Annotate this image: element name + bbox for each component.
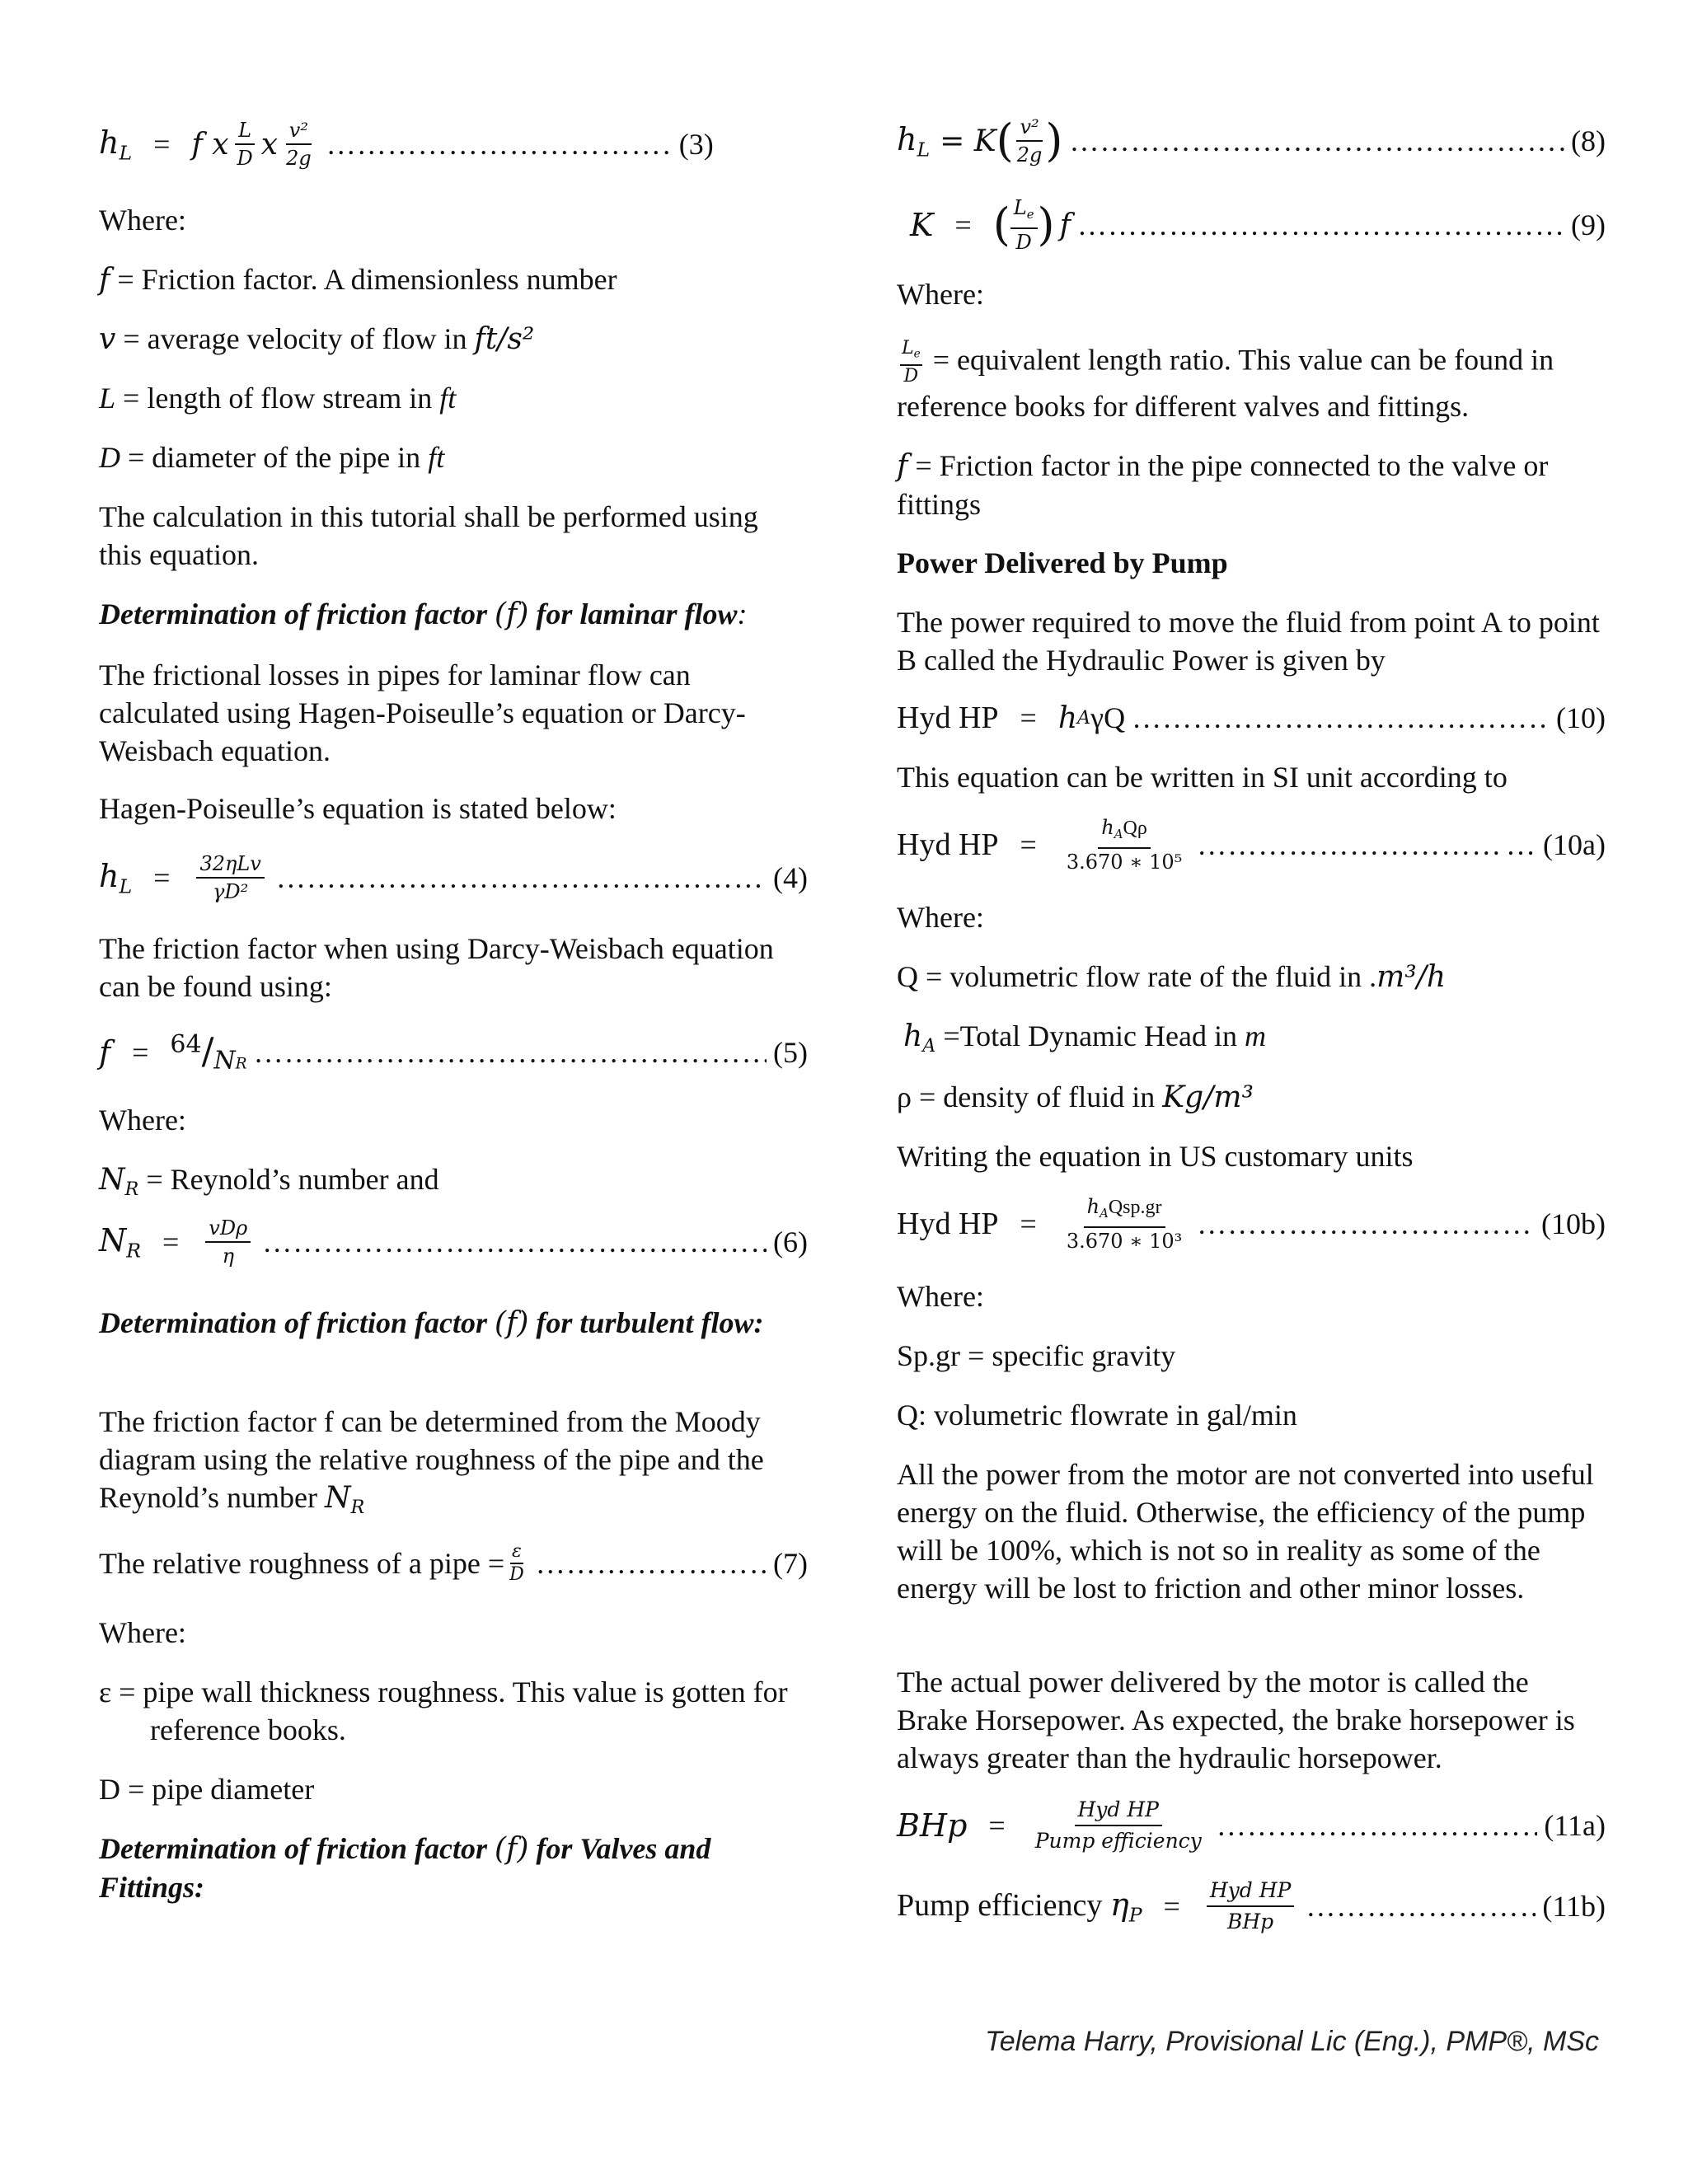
definition-d: D = diameter of the pipe in ft [99, 441, 445, 474]
power-paragraph: The power required to move the fluid from point A to point B called the Hydraulic Power is given by [897, 606, 1600, 677]
heading-power: Power Delivered by Pump [897, 546, 1228, 579]
equation-3: $h_L$ = f x $\frac{L}{D}$ x $\frac{\text{v²}}{2g}$ ……………………………………………………………………………………………………… (3) [99, 107, 808, 181]
calculation-paragraph: The calculation in this tutorial shall be performed using this equation. [99, 500, 758, 571]
equation-number: (8) [1571, 124, 1606, 157]
equation-number: (6) [773, 1226, 808, 1258]
fraction-epsilon-over-d: $\frac{\varepsilon}{D}$ [509, 1541, 524, 1585]
definition-le-over-d: $\frac{L_e}{D}$ = equivalent length ratio. This value can be found in reference books for different valves and fittings. [897, 338, 1554, 424]
heading-laminar: Determination of friction factor (f) for laminar flow: [99, 598, 748, 631]
fraction-v2-over-2g: $\frac{\text{v²}}{2g}$ [1016, 115, 1043, 166]
equation-10b: Hyd HP = $\frac{h_AQsp.gr}{\text{3.670 ∗ 10³}}$ ……………………………………………………………………………………………………… (10b) [897, 1187, 1606, 1261]
heading-valves: Determination of friction factor (f) for Valves and Fittings: [99, 1832, 711, 1904]
darcy-paragraph: The friction factor when using Darcy-Weisbach equation can be found using: [99, 932, 774, 1003]
fraction-le-over-d: $\frac{L_e}{D}$ [1010, 194, 1038, 255]
equation-number: (10b) [1541, 1207, 1606, 1240]
brake-paragraph: The actual power delivered by the motor is called the Brake Horsepower. As expected, the brake horsepower is always greater than the hydraulic horsepower. [897, 1666, 1575, 1774]
author-footer: Telema Harry, Provisional Lic (Eng.), PMP®, MSc [985, 2026, 1599, 2057]
equation-number: (5) [773, 1036, 808, 1069]
fraction-hagen: $\frac{\text{32ηLv}}{\text{γD²}}$ [196, 851, 264, 905]
equation-7: The relative roughness of a pipe = $\frac{\varepsilon}{D}$ ……………………………………………………………………………………………………… (7) [99, 1526, 808, 1601]
equation-number: (7) [773, 1547, 808, 1580]
equation-number: … (10a) [1506, 828, 1606, 861]
si-paragraph: This equation can be written in SI unit according to [897, 761, 1507, 794]
equation-4: $h_L$ = $\frac{\text{32ηLv}}{\text{γD²}}$ ……………………………………………………………………………………………………… (4) [99, 841, 808, 915]
equation-number: (11a) [1544, 1809, 1606, 1842]
equation-number: (10) [1556, 701, 1606, 734]
fraction-us-power: $\frac{h_AQsp.gr}{\text{3.670 ∗ 10³}}$ [1066, 1195, 1183, 1253]
equation-10: Hyd HP = h A γQ ……………………………………………………………………………………………………… (10) [897, 681, 1606, 755]
definition-pipe-diameter: D = pipe diameter [99, 1773, 315, 1806]
fraction-l-over-d: $\frac{L}{D}$ [234, 117, 256, 171]
definition-l: L = length of flow stream in ft [99, 382, 457, 415]
definition-f-valve: f = Friction factor in the pipe connected to the valve or fittings [897, 449, 1549, 521]
equation-8: $h_L$ = K ( $\frac{\text{v²}}{2g}$ ) ……………………………………………………………………………………………………… (8) [897, 104, 1606, 178]
definition-q-gal: Q: volumetric flowrate in gal/min [897, 1399, 1297, 1432]
equation-11a: BHp = $\frac{\text{Hyd HP}}{\text{Pump efficiency}}$ ……………………………………………………………………………………………………… (11a) [897, 1788, 1606, 1863]
fraction-si-power: $\frac{h_AQ\rho}{\text{3.670 ∗ 10⁵}}$ [1066, 816, 1183, 874]
turbulent-paragraph: The friction factor f can be determined from the Moody diagram using the relative roughness of the pipe and the Reynold’s number $N_R$ [99, 1405, 764, 1519]
definition-nr: $N_R$ = Reynold’s number and [99, 1163, 439, 1201]
hagen-intro: Hagen-Poiseulle’s equation is stated below: [99, 792, 617, 825]
equation-5: f = $64/N_R$ ……………………………………………………………………………………………………… (5) [99, 1015, 808, 1090]
definition-f: f = Friction factor. A dimensionless number [99, 263, 617, 297]
laminar-paragraph: The frictional losses in pipes for laminar flow can calculated using Hagen-Poiseulle’s equation or Darcy-Weisbach equation. [99, 658, 746, 767]
equation-6: $N_R$ = $\frac{\text{vDρ}}{\eta}$ ……………………………………………………………………………………………………… (6) [99, 1205, 808, 1279]
equation-number: (9) [1571, 209, 1606, 241]
definition-v: v = average velocity of flow in ft/s² [99, 322, 535, 356]
equation-9: K = ( $\frac{L_e}{D}$ ) f ……………………………………………………………………………………………………… (9) [897, 188, 1606, 262]
equation-number: (3) [678, 128, 714, 161]
equation-number: (4) [773, 861, 808, 894]
efficiency-paragraph: All the power from the motor are not converted into useful energy on the fluid. Otherwise, the efficiency of the pump will be 100%, which is not so in reality as some of the energy will be lost to friction and other minor losses. [897, 1458, 1594, 1605]
equation-11b: Pump efficiency $\eta_P$ = $\frac{\text{Hyd HP}}{\text{BHp}}$ ……………………………………………………………………………………………………… (11b) [897, 1869, 1606, 1943]
where-label: Where: [897, 1280, 984, 1313]
equation-number: (11b) [1542, 1890, 1606, 1923]
where-label: Where: [897, 901, 984, 934]
definition-rho: ρ = density of fluid in Kg/m³ [897, 1080, 1254, 1114]
fraction-v2-over-2g: $\frac{\text{v²}}{2g}$ [286, 119, 312, 170]
heading-turbulent: Determination of friction factor (f) for turbulent flow: [99, 1306, 764, 1340]
fraction-pump-efficiency: $\frac{\text{Hyd HP}}{\text{BHp}}$ [1207, 1876, 1295, 1937]
definition-ha: $h_A$ =Total Dynamic Head in m [903, 1019, 1266, 1057]
where-label: Where: [99, 1616, 186, 1649]
where-label: Where: [99, 204, 186, 237]
fraction-bhp: $\frac{\text{Hyd HP}}{\text{Pump efficiency}}$ [1032, 1795, 1205, 1856]
definition-q: Q = volumetric flow rate of the fluid in .m³/h [897, 960, 1447, 994]
where-label: Where: [99, 1104, 186, 1137]
definition-epsilon: ε = pipe wall thickness roughness. This value is gotten for reference books. [99, 1675, 788, 1746]
us-paragraph: Writing the equation in US customary units [897, 1140, 1414, 1173]
where-label: Where: [897, 278, 984, 311]
fraction-reynolds: $\frac{\text{vDρ}}{\eta}$ [205, 1215, 251, 1269]
equation-10a: Hyd HP = $\frac{h_AQ\rho}{\text{3.670 ∗ 10⁵}}$ ……………………………………………………………………………………………………… … (10a) [897, 808, 1606, 882]
definition-spgr: Sp.gr = specific gravity [897, 1339, 1176, 1372]
